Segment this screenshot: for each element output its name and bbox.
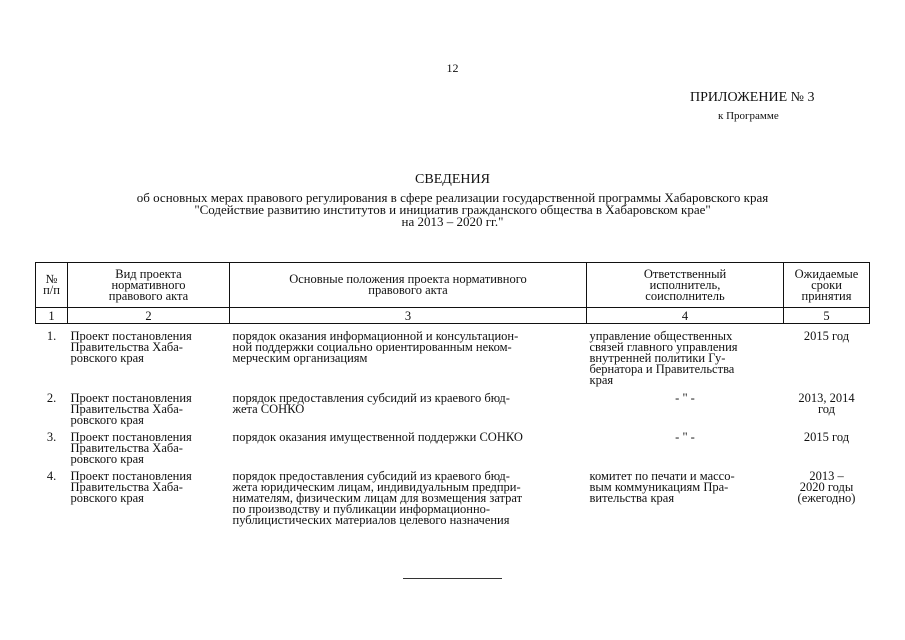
- row-executor: управление общественных связей главного управления внутренней политики Гу- бернатора и Правительства края: [589, 329, 738, 387]
- row-number: 4.: [46, 469, 57, 483]
- row-act-type: Проект постановления Правительства Хаба- ровского края: [70, 391, 192, 427]
- appendix-subtitle: к Программе: [718, 110, 779, 122]
- row-main-provisions: порядок предоставления субсидий из краевого бюд- жета юридическим лицам, индивидуальным предпри- нимателям, физическим лицам для возмещения затрат по производству и публикации информационно- публицистических материалов целевого назначения: [232, 469, 523, 527]
- row-term: 2015 год: [803, 430, 850, 444]
- table-row: [36, 432, 870, 471]
- row-main-provisions: порядок оказания имущественной поддержки СОНКО: [232, 430, 523, 444]
- row-act-type: Проект постановления Правительства Хаба- ровского края: [70, 329, 192, 365]
- column-number-5: 5: [784, 308, 870, 324]
- row-main-provisions: порядок предоставления субсидий из краевого бюд- жета СОНКО: [232, 391, 510, 416]
- table-row: [36, 324, 870, 394]
- row-main-provisions: порядок оказания информационной и консультацион- ной поддержки социально ориентированным неком- мерческим организациям: [232, 329, 519, 365]
- row-act-type: Проект постановления Правительства Хаба- ровского края: [70, 430, 192, 466]
- table-header-row: [36, 263, 870, 308]
- header-executor: Ответственный исполнитель, соисполнитель: [587, 263, 784, 308]
- footnote-divider: [403, 578, 502, 579]
- column-number-1: 1: [36, 308, 68, 324]
- header-main-provisions: Основные положения проекта нормативного правового акта: [230, 263, 587, 308]
- appendix-title: ПРИЛОЖЕНИЕ № 3: [690, 90, 815, 105]
- row-term: 2013, 2014 год: [798, 391, 855, 416]
- row-act-type: Проект постановления Правительства Хаба- ровского края: [70, 469, 192, 505]
- table-column-numbers-row: [36, 308, 870, 324]
- row-executor: комитет по печати и массо- вым коммуникациям Пра- вительства края: [589, 469, 735, 505]
- row-executor: - " -: [675, 430, 695, 444]
- row-number: 1.: [46, 329, 57, 343]
- measures-table: [35, 262, 870, 541]
- row-executor: - " -: [675, 391, 695, 405]
- header-number: № п/п: [36, 263, 68, 308]
- row-number: 2.: [46, 391, 57, 405]
- row-number: 3.: [46, 430, 57, 444]
- column-number-3: 3: [230, 308, 587, 324]
- column-number-2: 2: [68, 308, 230, 324]
- row-term: 2015 год: [803, 329, 850, 343]
- page-number: 12: [446, 61, 459, 75]
- table-row: [36, 393, 870, 432]
- document-subtitle: об основных мерах правового регулирования в сфере реализации государственной программы Хабаровского края "Содействие развитию институтов и инициатив гражданского общества в Хабаровском крае" на 2013 – 2020 гг.": [136, 190, 769, 229]
- column-number-4: 4: [587, 308, 784, 324]
- header-act-type: Вид проекта нормативного правового акта: [68, 263, 230, 308]
- table-row: [36, 471, 870, 541]
- row-term: 2013 – 2020 годы (ежегодно): [797, 469, 856, 505]
- document-title: СВЕДЕНИЯ: [415, 172, 490, 187]
- header-term: Ожидаемые сроки принятия: [784, 263, 870, 308]
